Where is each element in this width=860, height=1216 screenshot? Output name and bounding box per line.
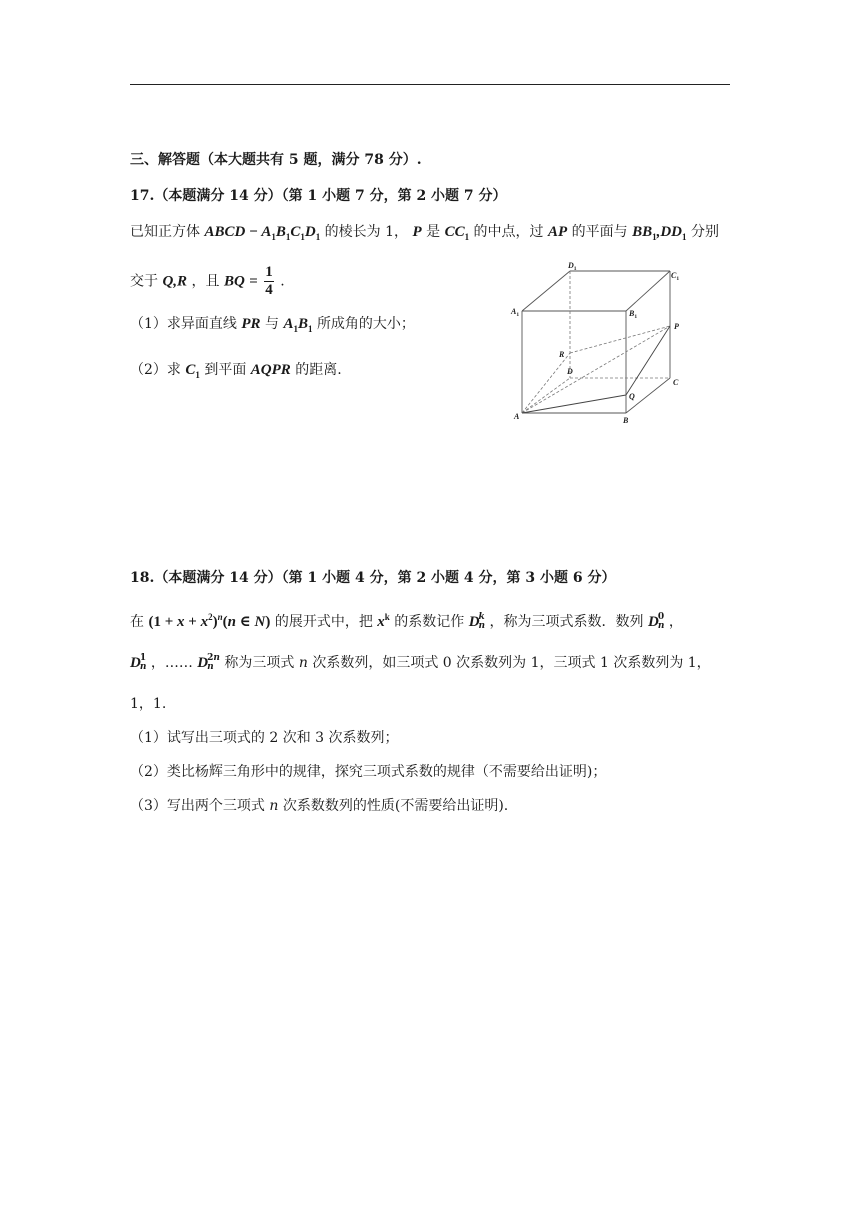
q17-statement-line2: 交于 Q,R ，且 BQ = $\frac{1}{4}$ . <box>130 264 285 298</box>
label-P: P <box>674 322 679 331</box>
label-A: A <box>514 412 520 421</box>
q17-part2: （2）求 $C_1$ 到平面 AQPR 的距离. <box>130 362 342 380</box>
q18-part3: （3）写出两个三项式 n 次系数数列的性质(不需要给出证明). <box>130 798 509 814</box>
math-trinomial: $(1 + x + x^2)^n(n$ ∈ N) <box>148 612 271 630</box>
q18-part2: （2）类比杨辉三角形中的规律，探究三项式系数的规律（不需要给出证明)； <box>130 764 607 780</box>
q17-statement-line1: 已知正方体 ABCD − $A_1B_1C_1D_1$ 的棱长为 1， P 是 $CC_1$ 的中点，过 AP 的平面与 $BB_1,DD_1$ 分别 <box>130 224 719 242</box>
q18-statement-line2: D 1 n ，…… D 2n n 称为三项式 n 次系数列，如三项式 0 次系数列为 1，三项式 1 次系数列为 1， <box>130 653 711 672</box>
label-D1: $D_1$ <box>568 261 577 272</box>
math-cube: ABCD − $A_1B_1C_1D_1$ <box>204 224 321 242</box>
label-B: B <box>623 416 629 425</box>
q17-header: 17.（本题满分 14 分）（第 1 小题 7 分，第 2 小题 7 分） <box>130 188 507 204</box>
q18-statement-line1: 在 $(1 + x + x^2)^n(n$ ∈ N) 的展开式中，把 $x^k$ 的系数记作 D k n ，称为三项式系数．数列 D 0 n ， <box>130 612 683 631</box>
label-Q: Q <box>629 392 635 401</box>
label-R: R <box>559 350 565 359</box>
cube-figure <box>508 258 688 428</box>
label-D: D <box>567 367 573 376</box>
q17-part1: （1）求异面直线 PR 与 $A_1B_1$ 所成角的大小； <box>130 316 415 334</box>
label-A1: $A_1$ <box>511 307 520 318</box>
fraction-one-quarter: $\frac{1}{4}$ <box>265 264 273 298</box>
q18-statement-line3: 1，1. <box>130 696 167 712</box>
q18-header: 18.（本题满分 14 分）（第 1 小题 4 分，第 2 小题 4 分，第 3 小题 6 分） <box>130 570 616 586</box>
q18-part1: （1）试写出三项式的 2 次和 3 次系数列； <box>130 730 399 746</box>
label-C1: $C_1$ <box>671 271 680 282</box>
label-C: C <box>673 378 679 387</box>
header-rule <box>130 84 730 85</box>
section-title: 三、解答题（本大题共有 5 题，满分 78 分）. <box>130 152 422 168</box>
label-B1: $B_1$ <box>629 309 638 320</box>
